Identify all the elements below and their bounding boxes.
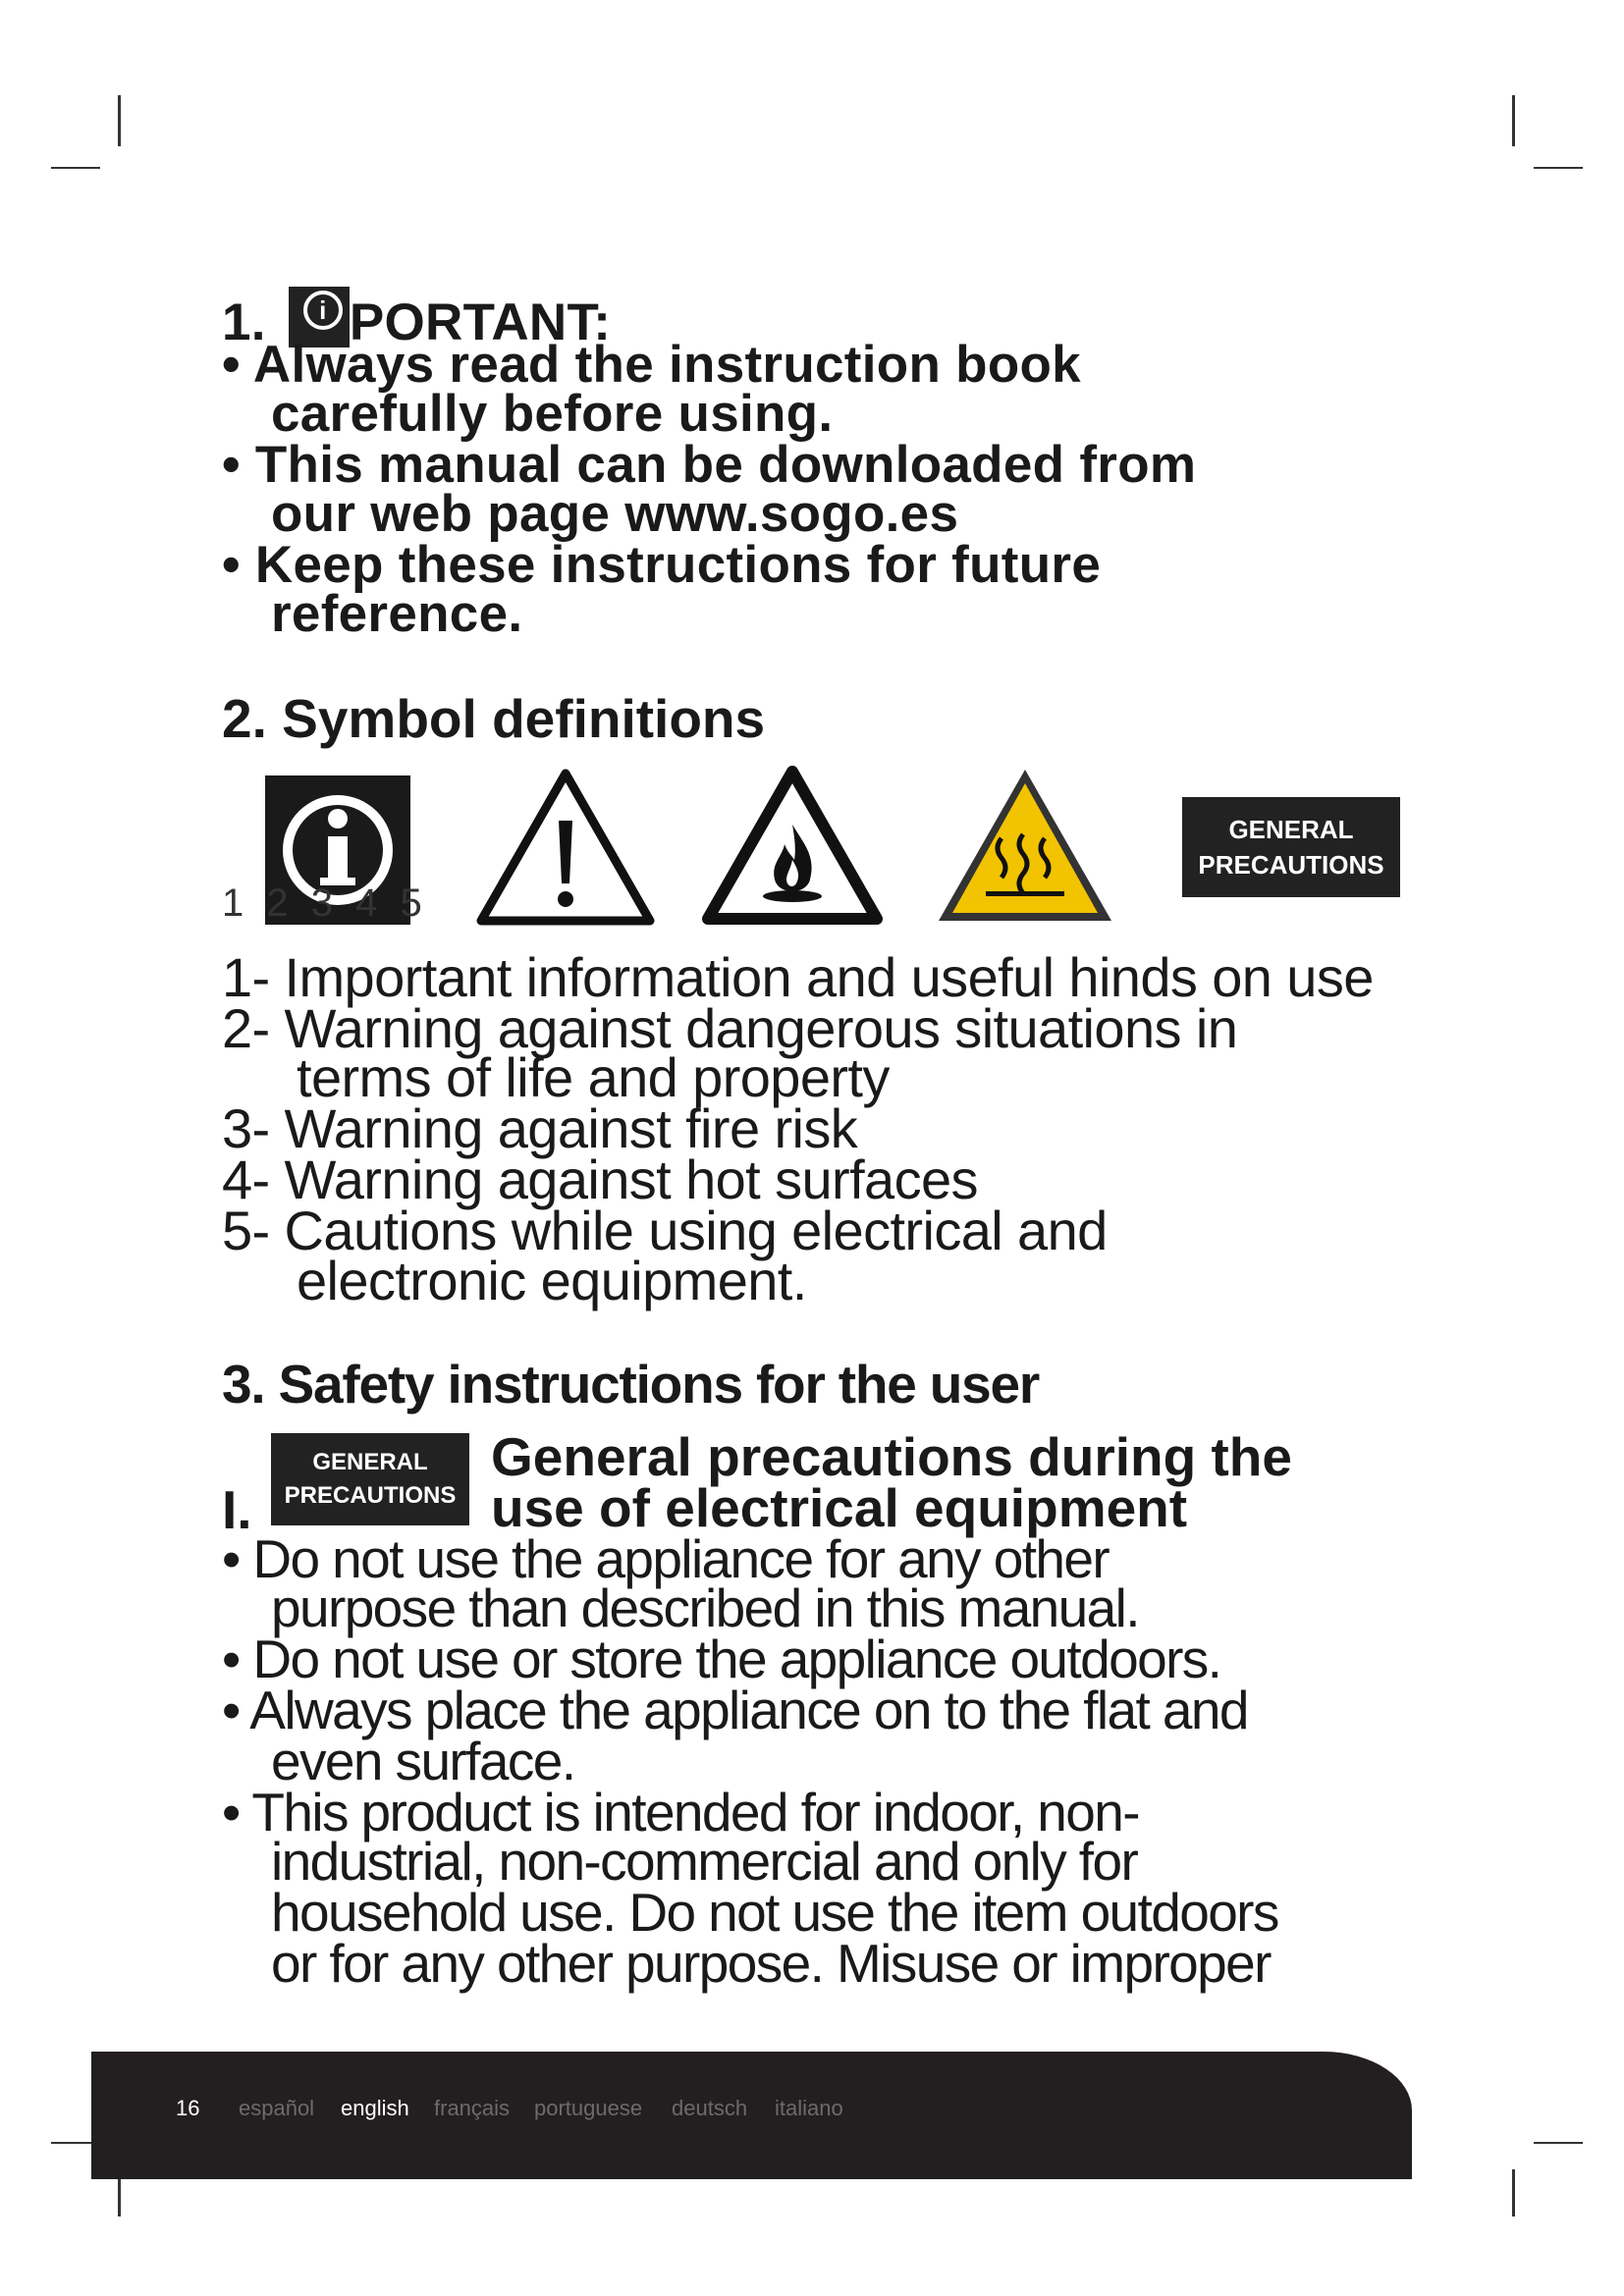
section-1-title: PORTANT: <box>349 294 612 351</box>
crop-mark <box>1534 2142 1583 2144</box>
crop-mark <box>118 95 121 146</box>
badge-line-2: PRECAUTIONS <box>284 1482 457 1509</box>
general-precautions-badge <box>1182 797 1400 897</box>
definition-1: 1- Important information and useful hinds on use <box>222 946 1374 1008</box>
subsection-heading-line-1: General precautions during the <box>491 1426 1292 1487</box>
crop-mark <box>1512 2169 1515 2216</box>
badge-line-1: GENERAL <box>1228 815 1354 844</box>
safety-line-5: even surface. <box>271 1731 575 1791</box>
safety-line-9: or for any other purpose. Misuse or improper <box>271 1933 1271 1994</box>
definition-2: 2- Warning against dangerous situations in <box>222 997 1238 1059</box>
crop-mark <box>1534 167 1583 169</box>
crop-mark <box>51 167 100 169</box>
badge-line-1: GENERAL <box>312 1449 428 1475</box>
safety-line-6: • This product is intended for indoor, non- <box>222 1782 1139 1842</box>
warning-icon <box>475 768 656 929</box>
page-number: 16 <box>176 2096 200 2120</box>
bullet-3-line-1: • Keep these instructions for future <box>222 536 1102 594</box>
definition-2-continued: terms of life and property <box>297 1046 890 1108</box>
section-2-title: 2. Symbol definitions <box>222 688 766 749</box>
footer-bar <box>91 2052 1412 2179</box>
hot-surface-icon <box>935 766 1115 929</box>
safety-line-7: industrial, non-commercial and only for <box>271 1831 1138 1892</box>
safety-line-1: • Do not use the appliance for any other <box>222 1528 1110 1589</box>
language-link-espanol[interactable]: español <box>239 2096 315 2120</box>
language-link-francais[interactable]: français <box>434 2096 511 2120</box>
safety-line-2: purpose than described in this manual. <box>271 1577 1139 1638</box>
fire-warning-icon <box>702 766 883 929</box>
section-3-title: 3. Safety instructions for the user <box>222 1354 1040 1415</box>
bullet-1-line-2: carefully before using. <box>271 385 834 443</box>
language-link-italiano[interactable]: italiano <box>775 2096 843 2120</box>
safety-line-4: • Always place the appliance on to the flat and <box>222 1680 1248 1740</box>
badge-line-2: PRECAUTIONS <box>1198 850 1384 880</box>
safety-line-3: • Do not use or store the appliance outdoors. <box>222 1629 1221 1689</box>
icon-numbers: 1 2 3 4 5 <box>222 881 428 925</box>
section-3-roman-numeral: I. <box>222 1479 252 1540</box>
language-link-deutsch[interactable]: deutsch <box>672 2096 748 2120</box>
section-1-number: 1. <box>222 294 266 351</box>
safety-line-8: household use. Do not use the item outdoors <box>271 1882 1278 1943</box>
definition-4: 4- Warning against hot surfaces <box>222 1148 978 1210</box>
bullet-2-line-1: • This manual can be downloaded from <box>222 436 1197 494</box>
definition-3: 3- Warning against fire risk <box>222 1097 858 1159</box>
info-icon: i <box>289 287 350 347</box>
bullet-2-line-2: our web page www.sogo.es <box>271 485 959 543</box>
definition-5: 5- Cautions while using electrical and <box>222 1200 1108 1261</box>
general-precautions-badge <box>271 1433 469 1525</box>
definition-5-continued: electronic equipment. <box>297 1250 807 1311</box>
language-link-portuguese[interactable]: portuguese <box>534 2096 643 2120</box>
language-link-english[interactable]: english <box>341 2096 409 2120</box>
subsection-heading-line-2: use of electrical equipment <box>491 1477 1188 1538</box>
bullet-1-line-1: • Always read the instruction book <box>222 336 1081 394</box>
bullet-3-line-2: reference. <box>271 585 523 643</box>
crop-mark <box>1512 95 1515 146</box>
